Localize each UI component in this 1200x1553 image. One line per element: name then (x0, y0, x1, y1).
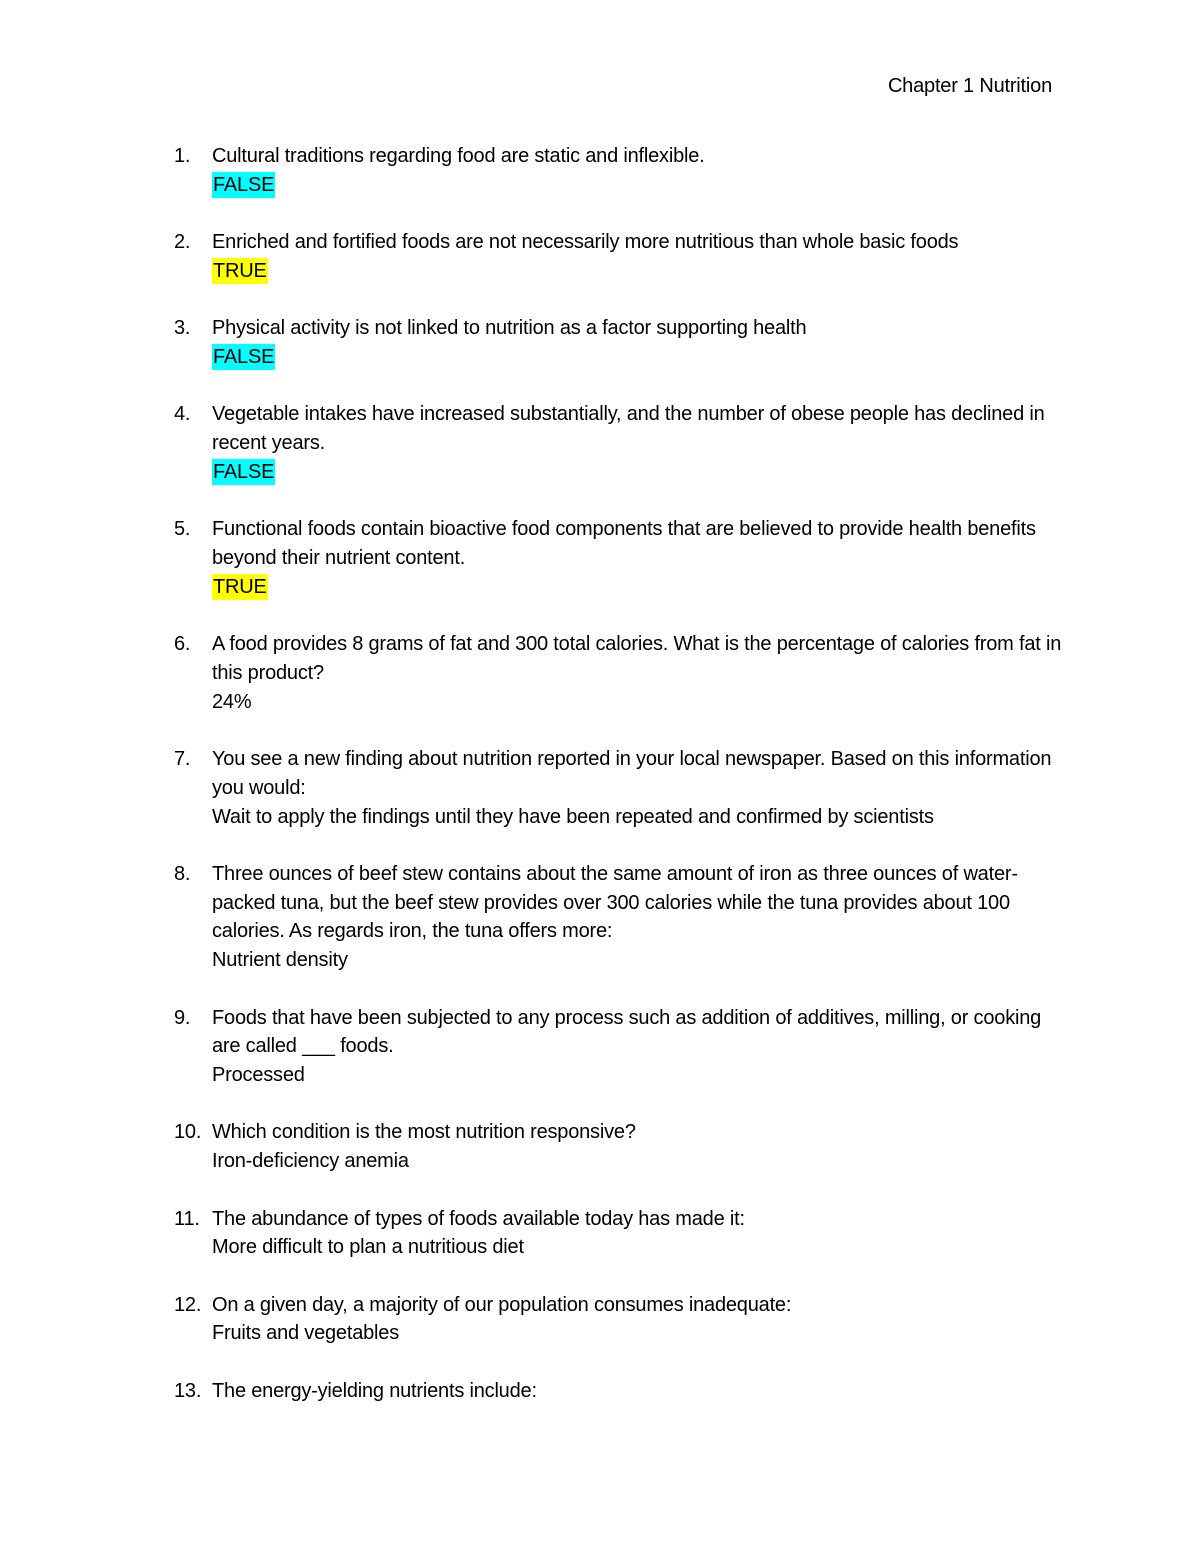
question-item (174, 1377, 1074, 1406)
question-text: Functional foods contain bioactive food components that are believed to provide health benefits beyond their nutrient content. (212, 518, 1036, 569)
question-item (174, 1205, 1074, 1263)
question-text: You see a new finding about nutrition reported in your local newspaper. Based on this information you would: (212, 747, 1052, 799)
question-text: Three ounces of beef stew contains about the same amount of iron as three ounces of water-packed tuna, but the beef stew provides over 300 calories while the tuna provides about 100 calories. As regards iron, the tuna offers more: (212, 862, 1018, 943)
answer-text: Nutrient density (212, 949, 348, 972)
question-text: Which condition is the most nutrition responsive? (212, 1121, 636, 1144)
answer-text: More difficult to plan a nutritious diet (212, 1236, 524, 1259)
answer-text: TRUE (213, 259, 267, 282)
question-item (174, 1291, 1074, 1349)
answer-line (212, 343, 1074, 372)
question-number: 6. (174, 633, 191, 656)
question-list (174, 142, 1074, 1434)
answer-line (212, 1061, 1074, 1090)
question-number: 9. (174, 1006, 191, 1029)
answer-text: FALSE (213, 460, 275, 483)
question-text: A food provides 8 grams of fat and 300 total calories. What is the percentage of calories from fat in this product? (212, 633, 1062, 684)
answer-line (212, 573, 1074, 602)
answer-text: Processed (212, 1064, 305, 1087)
question-item (174, 1118, 1074, 1176)
answer-line (212, 1147, 1074, 1176)
answer-text: Fruits and vegetables (212, 1322, 400, 1345)
question-number: 2. (174, 231, 191, 254)
question-item (174, 1004, 1074, 1090)
question-item (174, 515, 1074, 601)
question-text: Physical activity is not linked to nutrition as a factor supporting health (212, 317, 807, 340)
question-item (174, 745, 1074, 831)
question-item (174, 860, 1074, 975)
answer-text: Iron-deficiency anemia (212, 1150, 409, 1173)
question-text: Foods that have been subjected to any process such as addition of additives, milling, or cooking are called ___ foods. (212, 1006, 1042, 1058)
question-number: 4. (174, 403, 191, 426)
answer-line (212, 1319, 1074, 1348)
page-header-title: Chapter 1 Nutrition (887, 75, 1052, 97)
answer-line (212, 257, 1074, 286)
question-item (174, 314, 1074, 372)
question-number: 3. (174, 317, 191, 340)
answer-line (212, 688, 1074, 717)
question-number: 7. (174, 747, 191, 770)
question-item (174, 400, 1074, 486)
answer-text: 24% (212, 690, 252, 713)
question-text: The energy-yielding nutrients include: (212, 1379, 537, 1402)
answer-line (212, 803, 1074, 832)
answer-text: Wait to apply the findings until they have been repeated and confirmed by scientists (212, 805, 934, 828)
question-text: The abundance of types of foods available today has made it: (212, 1207, 745, 1230)
answer-line (212, 946, 1074, 975)
question-text: Enriched and fortified foods are not necessarily more nutritious than whole basic foods (212, 231, 959, 254)
question-text: Cultural traditions regarding food are static and inflexible. (212, 145, 705, 167)
question-number: 11. (174, 1207, 200, 1230)
answer-text: FALSE (213, 345, 275, 368)
question-text: Vegetable intakes have increased substantially, and the number of obese people has declined in recent years. (212, 403, 1045, 455)
answer-line (212, 171, 1074, 200)
answer-text: FALSE (213, 173, 275, 196)
question-number: 10. (174, 1121, 202, 1144)
question-number: 12. (174, 1293, 202, 1316)
question-item (174, 228, 1074, 286)
question-number: 8. (174, 862, 191, 885)
answer-text: TRUE (213, 575, 267, 598)
question-item (174, 142, 1074, 200)
question-text: On a given day, a majority of our population consumes inadequate: (212, 1293, 792, 1316)
answer-line (212, 1233, 1074, 1262)
question-item (174, 630, 1074, 716)
answer-line (212, 458, 1074, 487)
question-number: 13. (174, 1379, 202, 1402)
question-number: 1. (174, 145, 191, 167)
question-number: 5. (174, 518, 191, 541)
